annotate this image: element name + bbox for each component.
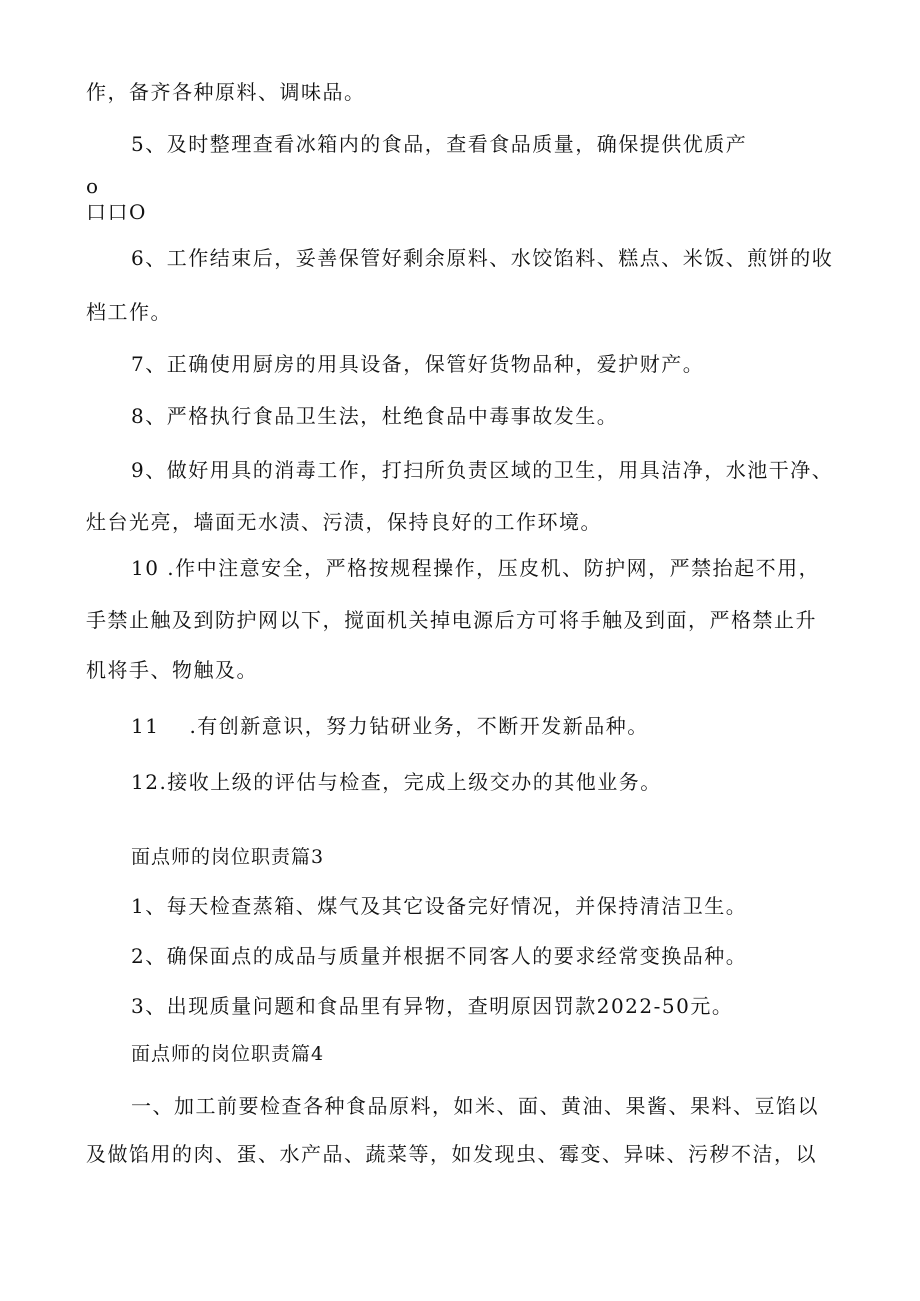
text-line: 7、正确使用厨房的用具设备，保管好货物品种，爱护财产。 — [131, 352, 705, 376]
text-line: 手禁止触及到防护网以下，搅面机关掉电源后方可将手触及到面，严格禁止升 — [86, 608, 817, 632]
text-line: 8、严格执行食品卫生法，杜绝食品中毒事故发生。 — [131, 404, 619, 428]
text-line: 灶台光亮，墙面无水渍、污渍，保持良好的工作环境。 — [86, 510, 602, 534]
text-line: o — [86, 174, 100, 198]
list-item: 2、确保面点的成品与质量并根据不同客人的要求经常变换品种。 — [131, 944, 748, 968]
list-item: 3、出现质量问题和食品里有异物，查明原因罚款2022-50元。 — [131, 994, 734, 1018]
list-item: 1、每天检查蒸箱、煤气及其它设备完好情况，并保持清洁卫生。 — [131, 894, 748, 918]
text-line: 10 .作中注意安全，严格按规程操作，压皮机、防护网，严禁抬起不用， — [131, 556, 821, 580]
text-line — [131, 712, 649, 740]
text-line: 作，备齐各种原料、调味品。 — [86, 80, 366, 104]
text-line: 口口O — [86, 200, 147, 224]
section-heading: 面点师的岗位职责篇3 — [131, 846, 325, 868]
item-text: .有创新意识，努力钻研业务，不断开发新品种。 — [189, 714, 649, 738]
text-line: 9、做好用具的消毒工作，打扫所负责区域的卫生，用具洁净，水池干净、 — [131, 458, 834, 482]
text-line: 5、及时整理查看冰箱内的食品，查看食品质量，确保提供优质产 — [131, 132, 748, 156]
section-heading: 面点师的岗位职责篇4 — [131, 1043, 325, 1065]
item-number: 11 — [131, 714, 160, 738]
text-line: 一、加工前要检查各种食品原料，如米、面、黄油、果酱、果料、豆馅以 — [131, 1094, 819, 1118]
text-line: 6、工作结束后，妥善保管好剩余原料、水饺馅料、糕点、米饭、煎饼的收 — [131, 246, 834, 270]
text-line: 档工作。 — [86, 300, 172, 324]
text-line: 12.接收上级的评估与检查，完成上级交办的其他业务。 — [131, 770, 662, 794]
text-line: 及做馅用的肉、蛋、水产品、蔬菜等，如发现虫、霉变、异味、污秽不洁，以 — [86, 1142, 817, 1166]
text-line: 机将手、物触及。 — [86, 658, 258, 682]
